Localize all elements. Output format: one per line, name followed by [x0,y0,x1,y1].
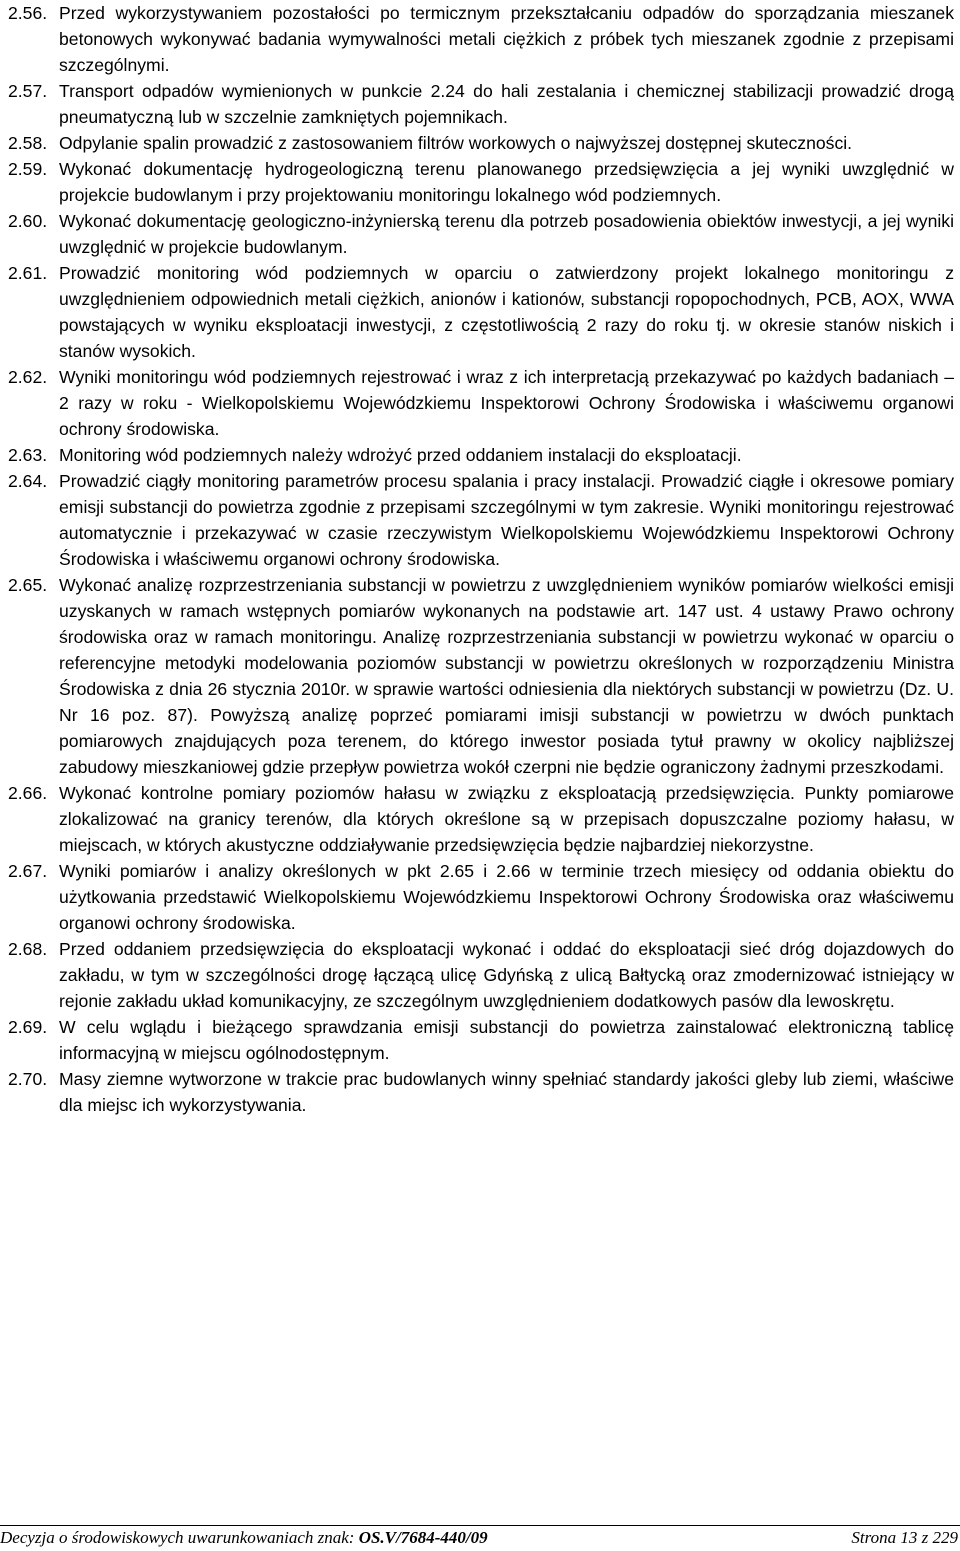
numbered-item [8,78,954,130]
item-number: 2.58. [8,133,48,153]
item-text: Wykonać kontrolne pomiary poziomów hałasu w związku z eksploatacją przedsięwzięcia. Punkty pomiarowe zlokalizować na granicy terenów, dla których określone są w przepisach dopuszczalne poziomy hałasu, w miejscach, w których akustyczne oddziaływanie przedsięwzięcia będzie najbardziej niekorzystne. [59,783,954,855]
numbered-item [8,442,954,468]
item-text: Wykonać dokumentację hydrogeologiczną terenu planowanego przedsięwzięcia a jej wyniki uwzględnić w projekcie budowlanym i przy projektowaniu monitoringu lokalnego wód podziemnych. [59,159,954,205]
numbered-item [8,858,954,936]
item-text: Wykonać dokumentację geologiczno-inżynierską terenu dla potrzeb posadowienia obiektów inwestycji, a jej wyniki uwzględnić w projekcie budowlanym. [59,211,954,257]
numbered-item [8,936,954,1014]
item-text: Wykonać analizę rozprzestrzeniania substancji w powietrzu z uwzględnieniem wyników pomiarów wielkości emisji uzyskanych w ramach wstępnych pomiarów wykonanych na podstawie art. 147 ust. 4 ustawy Prawo ochrony środowiska oraz w ramach monitoringu. Analizę rozprzestrzeniania substancji w powietrzu wykonać w oparciu o referencyjne metodyki modelowania poziomów substancji w powietrzu określonych w rozporządzeniu Ministra Środowiska z dnia 26 stycznia 2010r. w sprawie wartości odniesienia dla niektórych substancji w powietrzu (Dz. U. Nr 16 poz. 87). Powyższą analizę poprzeć pomiarami imisji substancji w powietrzu w dwóch punktach pomiarowych znajdujących poza terenem, do którego inwestor posiada tytuł prawny w okolicy najbliższej zabudowy mieszkaniowej gdzie przepływ powietrza wokół czerpni nie będzie ograniczony żadnymi przeszkodami. [59,575,954,777]
footer-decision-reference [0,1528,488,1548]
item-number: 2.67. [8,861,48,881]
item-number: 2.59. [8,159,48,179]
numbered-item [8,468,954,572]
item-number: 2.61. [8,263,48,283]
numbered-item [8,1014,954,1066]
item-number: 2.66. [8,783,48,803]
numbered-item [8,260,954,364]
item-text: Wyniki monitoringu wód podziemnych rejestrować i wraz z ich interpretacją przekazywać po każdych badaniach – 2 razy w roku - Wielkopolskiemu Wojewódzkiemu Inspektorowi Ochrony Środowiska i właściwemu organowi ochrony środowiska. [59,367,954,439]
item-number: 2.68. [8,939,48,959]
footer-rule [0,1525,960,1526]
item-number: 2.64. [8,471,48,491]
item-number: 2.62. [8,367,48,387]
item-text: Masy ziemne wytworzone w trakcie prac budowlanych winny spełniać standardy jakości gleby lub ziemi, właściwe dla miejsc ich wykorzystywania. [59,1069,954,1115]
item-text: Prowadzić monitoring wód podziemnych w oparciu o zatwierdzony projekt lokalnego monitoringu z uwzględnieniem odpowiednich metali ciężkich, anionów i kationów, substancji ropopochodnych, PCB, AOX, WWA powstających w wyniku eksploatacji inwestycji, z częstotliwością 2 razy do roku tj. w okresie stanów niskich i stanów wysokich. [59,263,954,361]
item-text: Przed oddaniem przedsięwzięcia do eksploatacji wykonać i oddać do eksploatacji sieć dróg dojazdowych do zakładu, w tym w szczególności drogę łączącą ulicę Gdyńską z ulicą Bałtycką oraz zmodernizować istniejący w rejonie zakładu układ komunikacyjny, ze szczególnym uwzględnieniem dodatkowych pasów dla lewoskrętu. [59,939,954,1011]
numbered-item [8,208,954,260]
item-number: 2.70. [8,1069,48,1089]
numbered-item [8,364,954,442]
page-footer [0,1525,960,1545]
numbered-item [8,130,954,156]
footer-prefix: Decyzja o środowiskowych uwarunkowaniach znak: [0,1528,359,1547]
document-body [8,0,954,1118]
numbered-item [8,0,954,78]
numbered-item [8,572,954,780]
numbered-item [8,156,954,208]
item-text: Odpylanie spalin prowadzić z zastosowaniem filtrów workowych o najwyższej dostępnej skuteczności. [59,133,853,153]
item-text: Prowadzić ciągły monitoring parametrów procesu spalania i pracy instalacji. Prowadzić ciągłe i okresowe pomiary emisji substancji do powietrza zgodnie z przepisami szczególnymi w tym zakresie. Wyniki monitoringu rejestrować automatycznie i przekazywać w czasie rzeczywistym Wielkopolskiemu Wojewódzkiemu Inspektorowi Ochrony Środowiska i właściwemu organowi ochrony środowiska. [59,471,954,569]
footer-case-code: OS.V/7684-440/09 [358,1528,488,1547]
item-number: 2.60. [8,211,48,231]
item-text: Przed wykorzystywaniem pozostałości po termicznym przekształcaniu odpadów do sporządzania mieszanek betonowych wykonywać badania wymywalności metali ciężkich z próbek tych mieszanek zgodnie z przepisami szczególnymi. [59,3,954,75]
item-number: 2.63. [8,445,48,465]
item-number: 2.56. [8,3,48,23]
footer-page-number: Strona 13 z 229 [851,1528,958,1547]
item-text: Transport odpadów wymienionych w punkcie 2.24 do hali zestalania i chemicznej stabilizacji prowadzić drogą pneumatyczną lub w szczelnie zamkniętych pojemnikach. [59,81,954,127]
item-text: Wyniki pomiarów i analizy określonych w pkt 2.65 i 2.66 w terminie trzech miesięcy od oddania obiektu do użytkowania przedstawić Wielkopolskiemu Wojewódzkiemu Inspektorowi Ochrony Środowiska oraz właściwemu organowi ochrony środowiska. [59,861,954,933]
item-text: W celu wglądu i bieżącego sprawdzania emisji substancji do powietrza zainstalować elektroniczną tablicę informacyjną w miejscu ogólnodostępnym. [59,1017,954,1063]
item-number: 2.57. [8,81,48,101]
item-number: 2.69. [8,1017,48,1037]
item-number: 2.65. [8,575,48,595]
item-text: Monitoring wód podziemnych należy wdrożyć przed oddaniem instalacji do eksploatacji. [59,445,742,465]
numbered-item [8,1066,954,1118]
numbered-item [8,780,954,858]
